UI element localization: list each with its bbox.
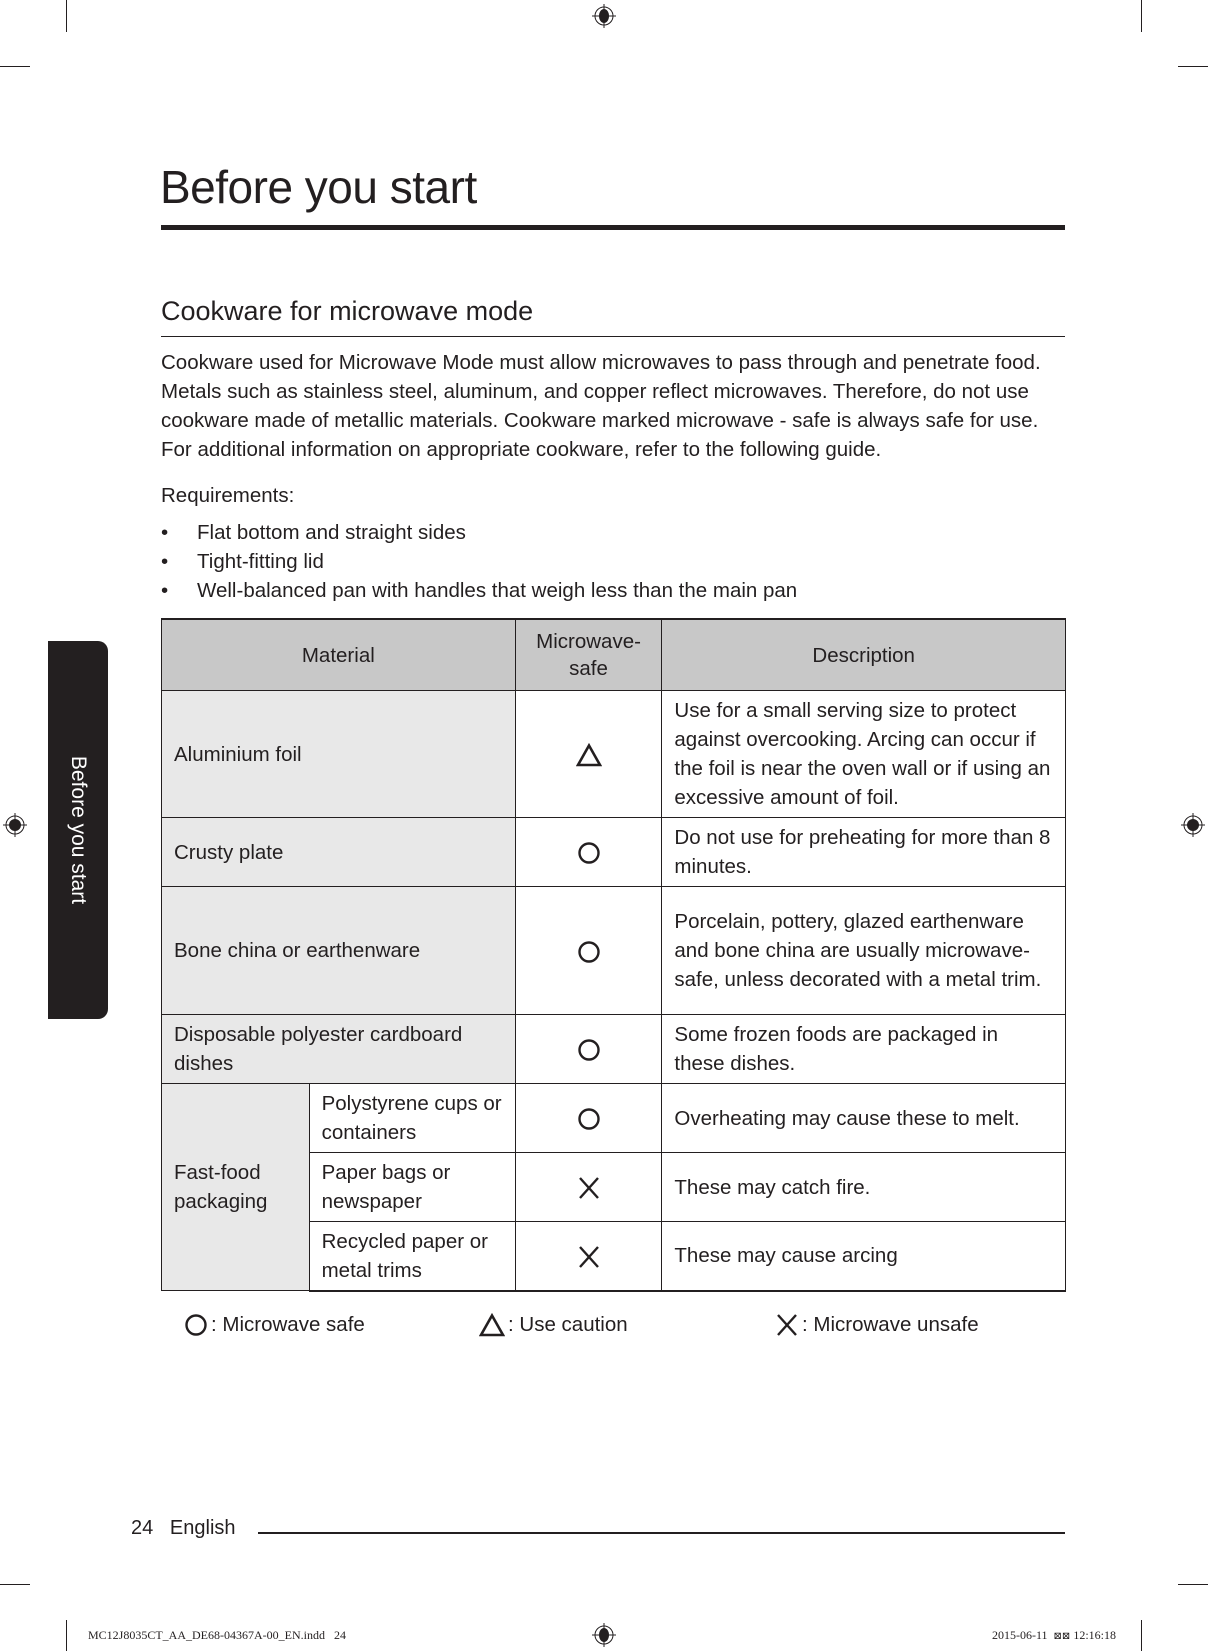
crop-mark	[0, 1584, 30, 1585]
legend-item-unsafe	[775, 1313, 979, 1337]
crop-mark	[1178, 66, 1208, 67]
section-divider	[161, 336, 1065, 337]
table-header-row	[162, 619, 1066, 691]
symbol-cell	[515, 1222, 662, 1291]
table-row	[162, 691, 1066, 818]
requirement-text: Well-balanced pan with handles that weigh less than the main pan	[197, 579, 798, 602]
slug-time: 12:16:18	[1073, 1628, 1116, 1642]
symbol-cell	[515, 691, 662, 818]
page-title: Before you start	[160, 161, 477, 213]
circle-safe-icon	[184, 1313, 211, 1337]
bullet-icon: •	[161, 521, 169, 544]
header-description: Description	[662, 619, 1066, 691]
requirement-text: Tight-fitting lid	[197, 550, 324, 573]
table-row	[162, 1084, 1066, 1153]
legend-item-safe	[184, 1313, 365, 1337]
description-cell: Porcelain, pottery, glazed earthenware and bone china are usually microwave-safe, unless decorated with a metal trim.	[662, 887, 1066, 1015]
circle-safe-icon	[577, 940, 601, 964]
requirement-text: Flat bottom and straight sides	[197, 521, 466, 544]
symbol-cell	[515, 1015, 662, 1084]
registration-mark-icon	[592, 1623, 616, 1647]
cross-unsafe-icon	[577, 1245, 601, 1269]
description-cell: These may catch fire.	[662, 1153, 1066, 1222]
crop-mark	[1141, 1620, 1142, 1651]
crop-mark	[66, 1620, 67, 1651]
circle-safe-icon	[577, 841, 601, 865]
side-tab-label: Before you start	[67, 755, 90, 905]
crop-mark	[66, 0, 67, 32]
page-number: 24	[131, 1517, 154, 1539]
material-cell: Paper bags or newspaper	[309, 1153, 515, 1222]
description-cell: Some frozen foods are packaged in these dishes.	[662, 1015, 1066, 1084]
requirement-item	[161, 576, 797, 605]
requirement-item	[161, 518, 797, 547]
legend-label: : Use caution	[508, 1313, 628, 1336]
group-label-cell: Fast-food packaging	[162, 1084, 310, 1291]
legend-item-caution	[479, 1313, 628, 1337]
circle-safe-icon	[577, 1107, 601, 1131]
header-microwave-safe: Microwave- safe	[515, 619, 662, 691]
legend-label: : Microwave safe	[211, 1313, 365, 1336]
footer-divider	[258, 1532, 1065, 1534]
requirements-list	[161, 518, 797, 605]
cross-unsafe-icon	[775, 1313, 802, 1337]
description-cell: These may cause arcing	[662, 1222, 1066, 1291]
registration-mark-icon	[1181, 813, 1205, 837]
intro-paragraph: Cookware used for Microwave Mode must allow microwaves to pass through and penetrate food. Metals such as stainless steel, aluminum, and copper reflect microwaves. Therefore, do not use cookware made of metallic materials. Cookware marked microwave - safe is always safe for use. For additional information on appropriate cookware, refer to the following guide.	[161, 351, 1041, 461]
requirement-item	[161, 547, 797, 576]
legend-label: : Microwave unsafe	[802, 1313, 979, 1336]
description-cell: Overheating may cause these to melt.	[662, 1084, 1066, 1153]
crop-mark	[1178, 1584, 1208, 1585]
slug-time-icon: ⊠⊠	[1053, 1631, 1071, 1642]
material-cell: Polystyrene cups or containers	[309, 1084, 515, 1153]
cookware-table	[161, 618, 1066, 1292]
section-title: Cookware for microwave mode	[161, 296, 534, 326]
registration-mark-icon	[3, 813, 27, 837]
bullet-icon: •	[161, 579, 169, 602]
slug-date: 2015-06-11	[992, 1628, 1048, 1642]
table-row	[162, 1015, 1066, 1084]
bullet-icon: •	[161, 550, 169, 573]
symbol-cell	[515, 1153, 662, 1222]
material-cell: Aluminium foil	[162, 691, 516, 818]
crop-mark	[0, 66, 30, 67]
registration-mark-icon	[592, 4, 616, 28]
description-cell: Use for a small serving size to protect against overcooking. Arcing can occur if the foil is near the oven wall or if using an excessive amount of foil.	[662, 691, 1066, 818]
description-cell: Do not use for preheating for more than 8 minutes.	[662, 818, 1066, 887]
side-chapter-tab	[48, 641, 108, 1019]
symbol-cell	[515, 818, 662, 887]
header-material: Material	[162, 619, 516, 691]
cross-unsafe-icon	[577, 1176, 601, 1200]
triangle-caution-icon	[479, 1313, 508, 1337]
table-row	[162, 818, 1066, 887]
crop-mark	[1141, 0, 1142, 32]
material-cell: Bone china or earthenware	[162, 887, 516, 1015]
material-cell: Disposable polyester cardboard dishes	[162, 1015, 516, 1084]
page-language: English	[169, 1517, 236, 1539]
material-cell: Crusty plate	[162, 818, 516, 887]
requirements-label: Requirements:	[161, 484, 295, 507]
print-slug-file: MC12J8035CT_AA_DE68-04367A-00_EN.indd 24	[88, 1628, 346, 1642]
symbol-cell	[515, 887, 662, 1015]
print-slug-date	[992, 1628, 1116, 1643]
material-cell: Recycled paper or metal trims	[309, 1222, 515, 1291]
triangle-caution-icon	[576, 743, 602, 767]
title-divider	[161, 225, 1065, 230]
symbol-cell	[515, 1084, 662, 1153]
page-footer	[131, 1517, 236, 1540]
table-row	[162, 887, 1066, 1015]
circle-safe-icon	[577, 1038, 601, 1062]
